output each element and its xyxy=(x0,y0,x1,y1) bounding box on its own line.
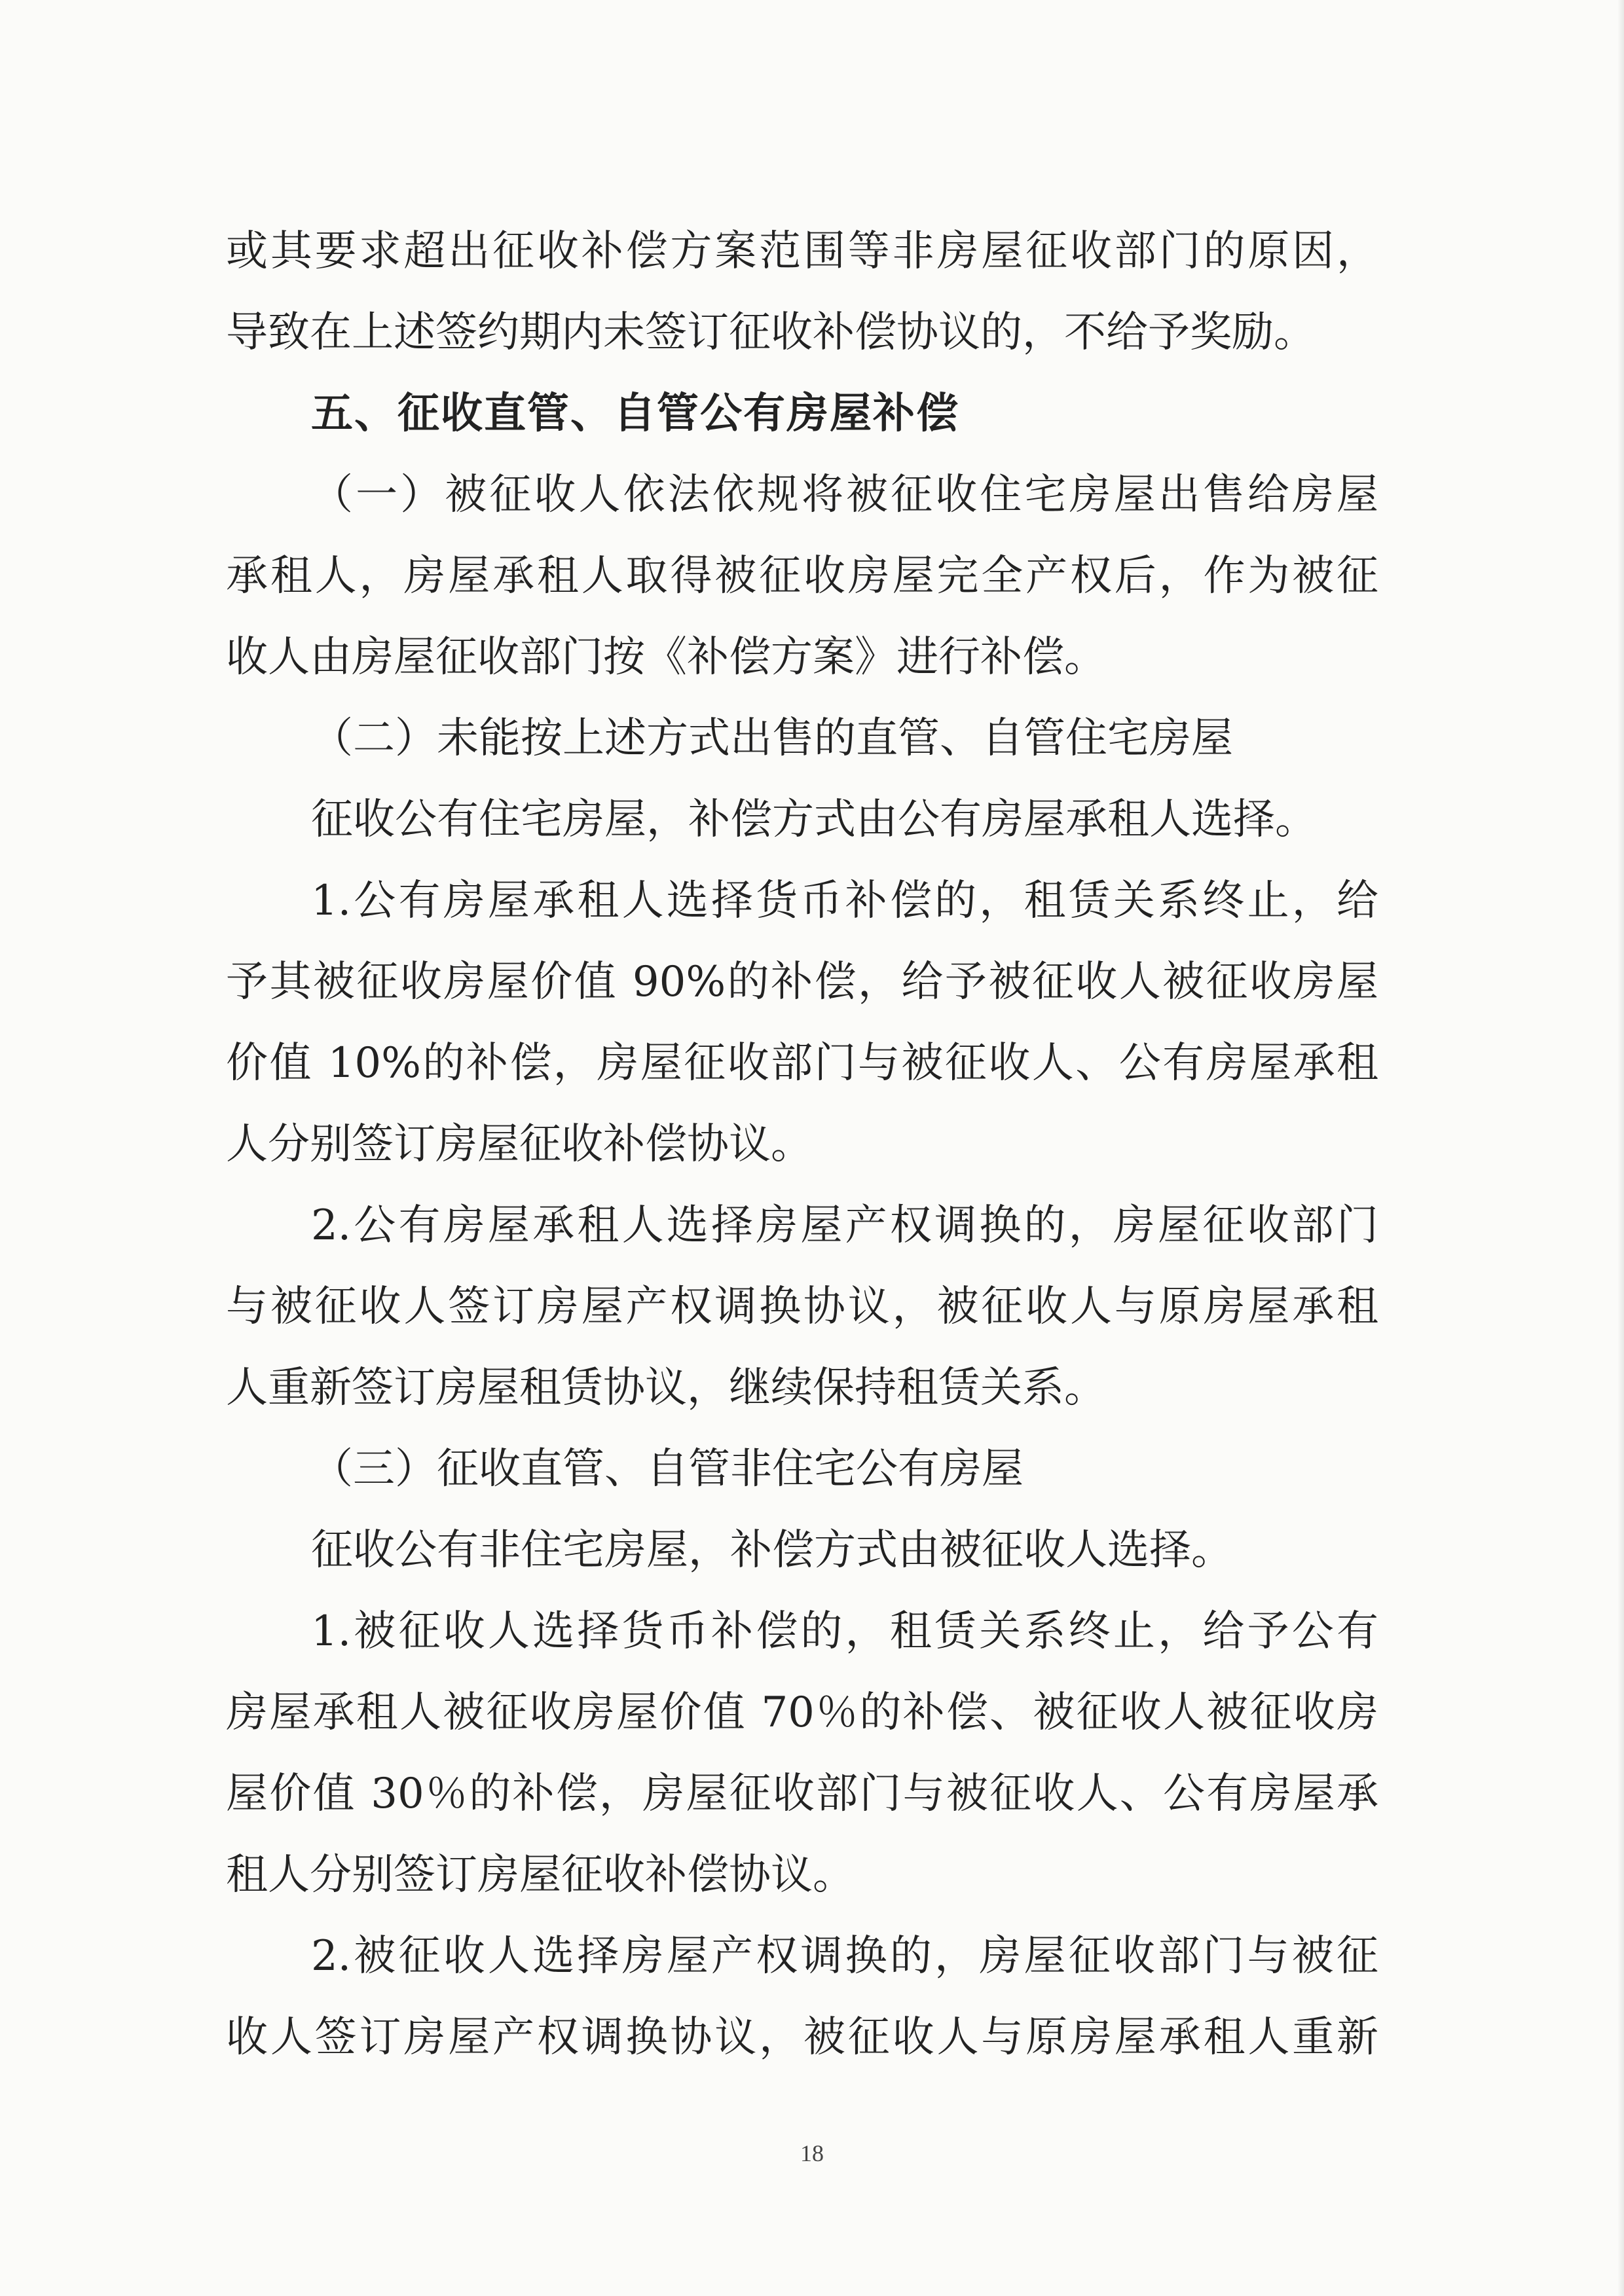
text-line: 予其被征收房屋价值 90%的补偿，给予被征收人被征收房屋 xyxy=(226,958,1378,1006)
scan-edge-shadow xyxy=(1617,0,1624,2296)
text-line: 2.被征收人选择房屋产权调换的，房屋征收部门与被征 xyxy=(311,1932,1378,1980)
paragraph-lines xyxy=(226,211,1378,2078)
text-line: 收人签订房屋产权调换协议，被征收人与原房屋承租人重新 xyxy=(226,2013,1378,2062)
text-line: 房屋承租人被征收房屋价值 70％的补偿、被征收人被征收房 xyxy=(226,1688,1378,1737)
text-line: 导致在上述签约期内未签订征收补偿协议的，不给予奖励。 xyxy=(226,308,1316,357)
text-line: 与被征收人签订房屋产权调换协议，被征收人与原房屋承租 xyxy=(226,1283,1378,1331)
text-line: 人重新签订房屋租赁协议，继续保持租赁关系。 xyxy=(226,1364,1106,1412)
text-line: （二）未能按上述方式出售的直管、自管住宅房屋 xyxy=(311,714,1233,763)
text-line: 收人由房屋征收部门按《补偿方案》进行补偿。 xyxy=(226,633,1106,682)
text-line: （三）征收直管、自管非住宅公有房屋 xyxy=(311,1445,1024,1493)
text-line: 1.公有房屋承租人选择货币补偿的，租赁关系终止，给 xyxy=(311,877,1378,925)
text-line: 价值 10%的补偿，房屋征收部门与被征收人、公有房屋承租 xyxy=(226,1039,1378,1087)
text-line: 人分别签订房屋征收补偿协议。 xyxy=(226,1120,813,1169)
text-line: 征收公有非住宅房屋，补偿方式由被征收人选择。 xyxy=(311,1526,1233,1575)
section-heading: 五、征收直管、自管公有房屋补偿 xyxy=(311,390,959,438)
text-line: 或其要求超出征收补偿方案范围等非房屋征收部门的原因， xyxy=(226,227,1378,276)
text-line: 1.被征收人选择货币补偿的，租赁关系终止，给予公有 xyxy=(311,1607,1378,1656)
document-body xyxy=(226,211,1378,2078)
text-line: 屋价值 30％的补偿，房屋征收部门与被征收人、公有房屋承 xyxy=(226,1770,1378,1818)
text-line: 承租人，房屋承租人取得被征收房屋完全产权后，作为被征 xyxy=(226,552,1378,600)
text-line: 2.公有房屋承租人选择房屋产权调换的，房屋征收部门 xyxy=(311,1201,1378,1250)
text-line: （一）被征收人依法依规将被征收住宅房屋出售给房屋 xyxy=(311,471,1378,519)
page-number: 18 xyxy=(800,2140,824,2166)
text-line: 征收公有住宅房屋，补偿方式由公有房屋承租人选择。 xyxy=(311,795,1317,844)
text-line: 租人分别签订房屋征收补偿协议。 xyxy=(226,1851,855,1899)
